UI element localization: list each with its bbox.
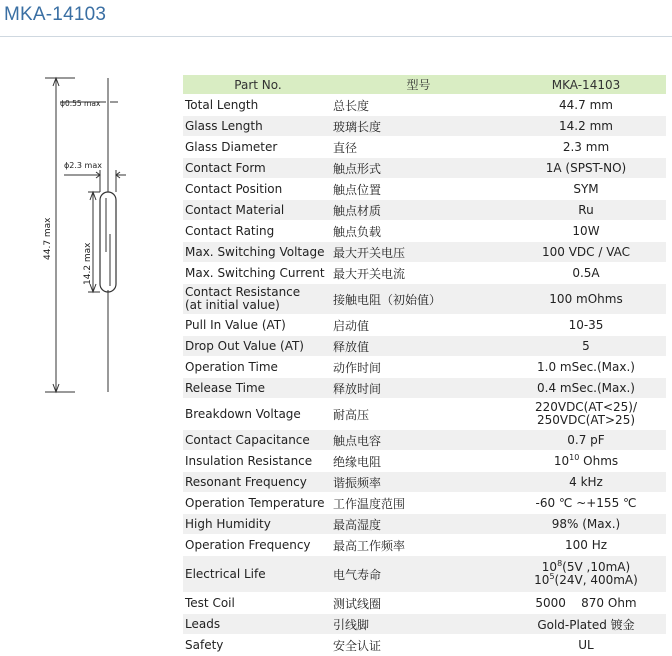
param-value: -60 ℃ ~+155 ℃ — [504, 493, 666, 514]
param-name-cn: 启动值 — [331, 315, 504, 336]
header-model-cn: 型号 — [331, 75, 504, 95]
param-name: Test Coil — [183, 593, 331, 614]
header-model: MKA-14103 — [504, 75, 666, 95]
total-length-label: 44.7 max — [43, 217, 53, 260]
table-row — [183, 263, 666, 284]
param-value: 14.2 mm — [504, 116, 666, 137]
param-name — [183, 284, 331, 315]
param-value — [504, 399, 666, 430]
table-row — [183, 116, 666, 137]
table-row — [183, 137, 666, 158]
table-row — [183, 635, 666, 656]
param-value: 5000 870 Ohm — [504, 593, 666, 614]
table-row — [183, 614, 666, 635]
value-line — [506, 574, 666, 587]
param-value: 98% (Max.) — [504, 514, 666, 535]
param-name: Max. Switching Current — [183, 263, 331, 284]
param-name: Contact Capacitance — [183, 430, 331, 451]
param-name: Resonant Frequency — [183, 472, 331, 493]
spec-table — [183, 75, 666, 656]
param-name-cn: 电气寿命 — [331, 556, 504, 593]
param-value — [504, 451, 666, 472]
param-name: Pull In Value (AT) — [183, 315, 331, 336]
table-row — [183, 221, 666, 242]
param-value: 0.4 mSec.(Max.) — [504, 378, 666, 399]
param-name-cn: 最大开关电流 — [331, 263, 504, 284]
table-row — [183, 179, 666, 200]
param-name: Contact Material — [183, 200, 331, 221]
param-name-line: Contact Resistance — [185, 285, 301, 299]
param-name-cn: 玻璃长度 — [331, 116, 504, 137]
glass-length-label: 14.2 max — [83, 242, 93, 285]
param-name-cn: 耐高压 — [331, 399, 504, 430]
param-value: 2.3 mm — [504, 137, 666, 158]
param-name: Breakdown Voltage — [183, 399, 331, 430]
table-row — [183, 200, 666, 221]
param-name: Contact Form — [183, 158, 331, 179]
param-name-cn: 直径 — [331, 137, 504, 158]
param-name-cn: 最大开关电压 — [331, 242, 504, 263]
value-base: 10 — [553, 454, 570, 468]
table-row — [183, 556, 666, 593]
value-exponent: 10 — [569, 453, 580, 462]
param-value: 4 kHz — [504, 472, 666, 493]
param-value: 5 — [504, 336, 666, 357]
table-row — [183, 315, 666, 336]
param-value: 10-35 — [504, 315, 666, 336]
param-name-cn: 释放值 — [331, 336, 504, 357]
param-name-cn: 最高工作频率 — [331, 535, 504, 556]
param-value: 0.5A — [504, 263, 666, 284]
param-value: 100 mOhms — [504, 284, 666, 315]
table-row — [183, 336, 666, 357]
param-value: 44.7 mm — [504, 95, 666, 116]
value-base: 10 — [534, 573, 550, 587]
param-name: Glass Length — [183, 116, 331, 137]
table-row — [183, 430, 666, 451]
table-row — [183, 284, 666, 315]
value-line: 220VDC(AT<25)/ — [534, 400, 638, 414]
param-name: Operation Frequency — [183, 535, 331, 556]
table-row — [183, 535, 666, 556]
value-condition: (5V ,10mA) — [562, 560, 631, 574]
value-unit: Ohms — [579, 454, 619, 468]
table-row — [183, 593, 666, 614]
param-name-cn: 最高湿度 — [331, 514, 504, 535]
param-name: Release Time — [183, 378, 331, 399]
param-name-line: (at initial value) — [185, 298, 280, 312]
glass-diameter-label: ϕ2.3 max — [64, 161, 102, 170]
param-value: 100 Hz — [504, 535, 666, 556]
param-name: Contact Position — [183, 179, 331, 200]
value-exponent: 5 — [549, 572, 555, 581]
param-name-cn: 测试线圈 — [331, 593, 504, 614]
wire-diameter-label: ϕ0.55 max — [60, 99, 101, 108]
param-value: 1.0 mSec.(Max.) — [504, 357, 666, 378]
param-name: Operation Temperature — [183, 493, 331, 514]
table-row — [183, 472, 666, 493]
param-name-cn: 触点材质 — [331, 200, 504, 221]
table-row — [183, 242, 666, 263]
table-row — [183, 357, 666, 378]
param-value: 10W — [504, 221, 666, 242]
param-name: Safety — [183, 635, 331, 656]
param-name-cn: 接触电阻（初始值） — [331, 284, 504, 315]
param-name: Total Length — [183, 95, 331, 116]
header-part-no: Part No. — [183, 75, 331, 95]
table-row — [183, 514, 666, 535]
param-value: SYM — [504, 179, 666, 200]
param-name-cn: 释放时间 — [331, 378, 504, 399]
param-value: UL — [504, 635, 666, 656]
value-line: 250VDC(AT>25) — [536, 413, 636, 427]
table-row — [183, 158, 666, 179]
param-value — [504, 556, 666, 593]
param-value: 100 VDC / VAC — [504, 242, 666, 263]
table-row — [183, 378, 666, 399]
param-name: Electrical Life — [183, 556, 331, 593]
param-name-cn: 触点形式 — [331, 158, 504, 179]
param-name: Leads — [183, 614, 331, 635]
table-row — [183, 493, 666, 514]
param-name: Contact Rating — [183, 221, 331, 242]
param-name-cn: 触点负载 — [331, 221, 504, 242]
value-base: 10 — [541, 560, 558, 574]
table-row — [183, 95, 666, 116]
param-name-cn: 触点位置 — [331, 179, 504, 200]
value-exponent: 8 — [557, 559, 563, 568]
param-value: 1A (SPST-NO) — [504, 158, 666, 179]
param-name-cn: 总长度 — [331, 95, 504, 116]
reed-switch-drawing — [0, 40, 180, 460]
param-name: Max. Switching Voltage — [183, 242, 331, 263]
table-header-row — [183, 75, 666, 95]
table-row — [183, 399, 666, 430]
param-name: High Humidity — [183, 514, 331, 535]
page-title: MKA-14103 — [4, 4, 107, 25]
param-value: Ru — [504, 200, 666, 221]
param-name-cn: 触点电容 — [331, 430, 504, 451]
param-name-cn: 动作时间 — [331, 357, 504, 378]
param-value: Gold-Plated 镀金 — [504, 614, 666, 635]
param-name: Drop Out Value (AT) — [183, 336, 331, 357]
param-name-cn: 谐振频率 — [331, 472, 504, 493]
param-name: Insulation Resistance — [183, 451, 331, 472]
table-row — [183, 451, 666, 472]
param-value: 0.7 pF — [504, 430, 666, 451]
param-name: Glass Diameter — [183, 137, 331, 158]
param-name-cn: 工作温度范围 — [331, 493, 504, 514]
param-name: Operation Time — [183, 357, 331, 378]
value-condition: (24V, 400mA) — [554, 573, 638, 587]
param-name-cn: 安全认证 — [331, 635, 504, 656]
param-name-cn: 绝缘电阻 — [331, 451, 504, 472]
title-divider — [0, 36, 672, 37]
param-name-cn: 引线脚 — [331, 614, 504, 635]
